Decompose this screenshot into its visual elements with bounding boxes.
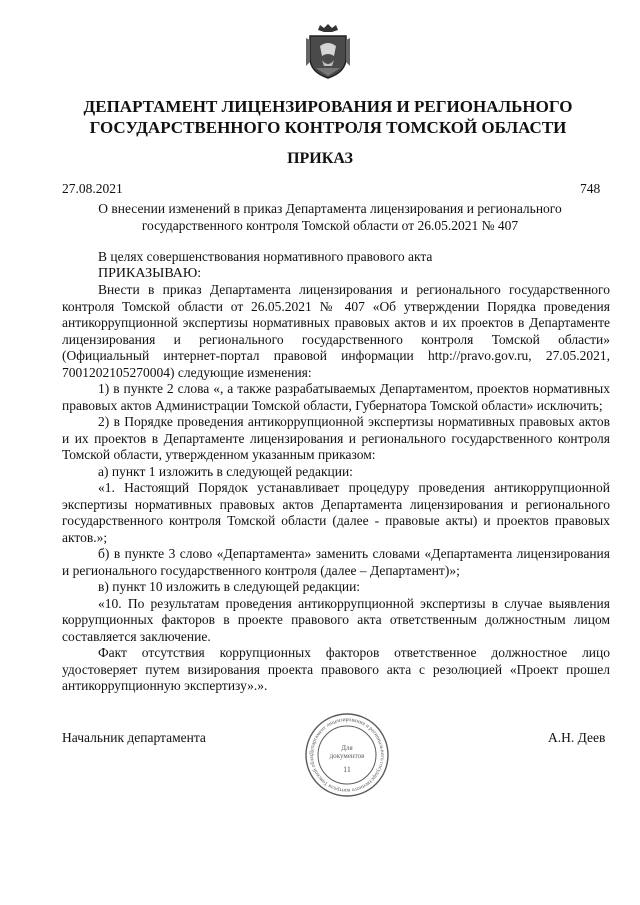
stamp-center-line2: документов bbox=[329, 752, 365, 760]
paragraph-sub-a: а) пункт 1 изложить в следующей редакции: bbox=[98, 463, 353, 479]
department-name-line2: ГОСУДАРСТВЕННОГО КОНТРОЛЯ ТОМСКОЙ ОБЛАСТИ bbox=[89, 118, 567, 137]
paragraph-clause-10: «10. По результатам проведения антикоррупционной экспертизы в случае выявления коррупционных факторов в проекте правового акта ответственным должностным лицом составляется заключение. bbox=[62, 595, 610, 644]
paragraph-clause-1: «1. Настоящий Порядок устанавливает процедуру проведения антикоррупционной экспертизы нормативных правовых актов Департамента лицензирования и регионального государственного контроля Томской области (далее - правовые акты) и проектов правовых актов.»; bbox=[62, 480, 610, 545]
paragraph-item-2: 2) в Порядке проведения антикоррупционной экспертизы нормативных правовых актов и их проектов в Департаменте лицензирования и регионального государственного контроля Томской области, утвержденном указанным приказом: bbox=[62, 414, 610, 462]
department-name-line1: ДЕПАРТАМЕНТ ЛИЦЕНЗИРОВАНИЯ И РЕГИОНАЛЬНОГО bbox=[83, 97, 573, 116]
subject-line-1: О внесении изменений в приказ Департамента лицензирования и регионального bbox=[98, 201, 562, 216]
subject-line-2: государственного контроля Томской области от 26.05.2021 № 407 bbox=[141, 217, 519, 233]
stamp-center-number: 11 bbox=[343, 765, 351, 774]
document-type-title: ПРИКАЗ bbox=[287, 150, 353, 167]
paragraph-sub-b: б) в пункте 3 слово «Департамента» заменить словами «Департамента лицензирования и регионального государственного контроля (далее – Департамент)»; bbox=[62, 546, 610, 578]
order-body bbox=[62, 249, 610, 695]
coat-of-arms-emblem bbox=[302, 22, 354, 80]
order-word: ПРИКАЗЫВАЮ: bbox=[98, 265, 202, 281]
signatory-position: Начальник департамента bbox=[62, 730, 206, 745]
order-subject bbox=[70, 201, 590, 234]
preamble: В целях совершенствования нормативного правового акта bbox=[98, 249, 433, 264]
order-number: 748 bbox=[580, 181, 601, 196]
order-date: 27.08.2021 bbox=[62, 181, 123, 196]
paragraph-item-1: 1) в пункте 2 слова «, а также разрабатываемых Департаментом, проектов нормативных правовых актов Администрации Томской области, Губернатора Томской области» исключить; bbox=[62, 381, 610, 413]
paragraph-main: Внести в приказ Департамента лицензирования и регионального государственного контроля Томской области от 26.05.2021 № 407 «Об утверждении Порядка проведения антикоррупционной экспертизы нормативных правовых актов и их проектов в Департаменте лицензирования и регионального государственного контроля Томской области» (Официальный интернет-портал правовой информации http://pravo.gov.ru, 27.05.2021, 7001202105270004) следующие изменения: bbox=[62, 282, 610, 380]
signatory-name: А.Н. Деев bbox=[548, 730, 606, 745]
paragraph-sub-c: в) пункт 10 изложить в следующей редакции: bbox=[98, 579, 361, 594]
stamp-center-line1: Для bbox=[341, 744, 353, 752]
official-stamp bbox=[304, 712, 390, 798]
stamp-ring-text: Департамент лицензирования и регионального государственного контроля Томской облас bbox=[308, 716, 386, 794]
paragraph-clause-10-cont: Факт отсутствия коррупционных факторов ответственное должностное лицо удостоверяет путем визирования проекта правового акта с резолюцией «Проект прошел антикоррупционную экспертизу».». bbox=[62, 645, 610, 693]
